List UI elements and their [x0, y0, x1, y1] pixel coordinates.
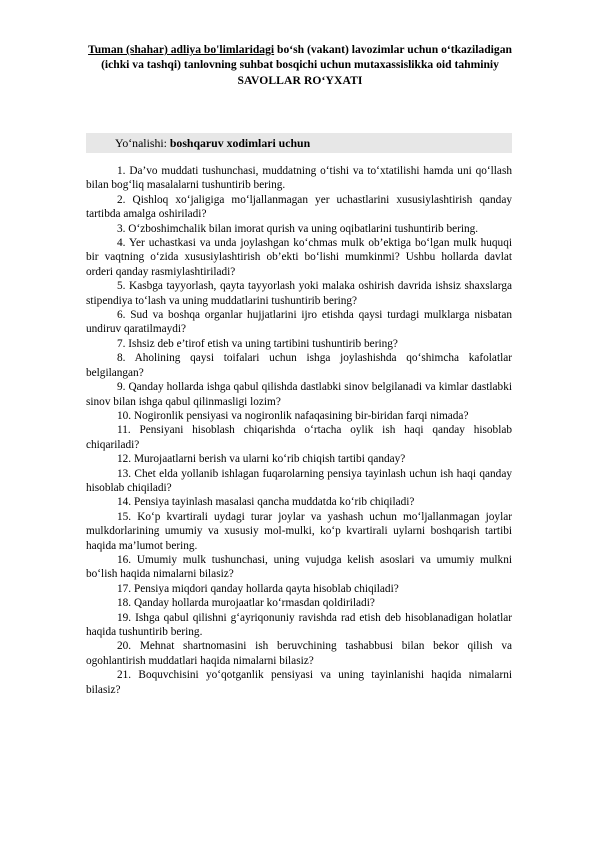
question-item: 7. Ishsiz deb e’tirof etish va uning tartibini tushuntirib bering?: [117, 337, 398, 350]
question-item: 18. Qanday hollarda murojaatlar ko‘rmasdan qoldiriladi?: [117, 597, 375, 610]
title-rest: bo‘sh (vakant) lavozimlar uchun o‘tkaziladigan (ichki va tashqi) tanlovning suhbat bosqichi uchun mutaxassislikka oid tahminiy: [101, 43, 512, 72]
question-item: 1. Da’vo muddati tushunchasi, muddatning o‘tishi va to‘xtatilishi hamda uni qo‘llash bilan bog‘liq masalalarni tushuntirib bering.: [86, 165, 512, 192]
question-item: 4. Yer uchastkasi va unda joylashgan ko‘chmas mulk ob’ektiga bo‘lgan mulk huquqi bir vaqtning o‘zida xususiylashtirish ob’ekti bo‘lishi mumkinmi? Ushbu hollarda davlat orderi qanday rasmiylashtiriladi?: [86, 237, 512, 278]
question-item: 9. Qanday hollarda ishga qabul qilishda dastlabki sinov belgilanadi va kimlar dastlabki sinov bilan ishga qabul qilinmasligi lozim?: [86, 381, 512, 408]
audience-bar: [86, 133, 512, 153]
question-item: 19. Ishga qabul qilishni g‘ayriqonuniy ravishda rad etish deb hisoblanadigan holatlar haqida tushuntirib bering.: [86, 611, 512, 638]
questions-list: [86, 164, 512, 697]
question-item: 11. Pensiyani hisoblash chiqarishda o‘rtacha oylik ish haqi qanday hisoblab chiqariladi?: [86, 424, 512, 451]
document-subtitle: SAVOLLAR RO‘YXATI: [237, 73, 363, 87]
question-item: 8. Aholining qaysi toifalari uchun ishga joylashishda qo‘shimcha kafolatlar belgilangan?: [86, 352, 512, 379]
audience-value: boshqaruv xodimlari uchun: [169, 136, 311, 150]
question-item: 14. Pensiya tayinlash masalasi qancha muddatda ko‘rib chiqiladi?: [117, 496, 415, 509]
question-item: 17. Pensiya miqdori qanday hollarda qayta hisoblab chiqiladi?: [117, 582, 399, 595]
question-item: 21. Boquvchisini yo‘qotganlik pensiyasi va uning tayinlanishi haqida nimalarni bilasiz?: [86, 669, 512, 696]
question-item: 12. Murojaatlarni berish va ularni ko‘rib chiqish tartibi qanday?: [117, 453, 406, 466]
question-item: 16. Umumiy mulk tushunchasi, uning vujudga kelish asoslari va umumiy mulkni bo‘lish haqida nimalarni bilasiz?: [86, 553, 512, 581]
document-heading: [86, 42, 514, 88]
question-item: 20. Mehnat shartnomasini ish beruvchining tashabbusi bilan bekor qilish va ogohlantirish muddatlari haqida nimalarni bilasiz?: [86, 640, 512, 667]
question-item: 6. Sud va boshqa organlar hujjatlarini ijro etishda qaysi turdagi mulklarga nisbatan undiruv qaratilmaydi?: [86, 309, 512, 336]
question-item: 3. O‘zboshimchalik bilan imorat qurish va uning oqibatlarini tushuntirib bering.: [117, 222, 479, 235]
question-item: 13. Chet elda yollanib ishlagan fuqarolarning pensiya tayinlash uchun ish haqi qanday hisoblab chiqiladi?: [86, 467, 512, 494]
title-underlined: Tuman (shahar) adliya bo'limlaridagi: [88, 43, 275, 56]
question-item: 15. Ko‘p kvartirali uydagi turar joylar va yashash uchun mo‘ljallanmagan joylar mulkdorlarining umumiy va xususiy mol-mulki, ko‘p kvartirali uylarni boshqarish tartibi haqida ma’lumot bering.: [86, 510, 512, 552]
question-item: 5. Kasbga tayyorlash, qayta tayyorlash yoki malaka oshirish davrida ishsiz shaxslarga stipendiya to‘lash va uning muddatlarini tushuntirib bering?: [86, 280, 512, 307]
question-item: 2. Qishloq xo‘jaligiga mo‘ljallanmagan yer uchastlarini xususiylashtirish qanday tartibda amalga oshiriladi?: [86, 193, 512, 221]
audience-label: Yo‘nalishi:: [115, 136, 170, 150]
question-item: 10. Nogironlik pensiyasi va nogironlik nafaqasining bir-biridan farqi nimada?: [117, 409, 469, 422]
